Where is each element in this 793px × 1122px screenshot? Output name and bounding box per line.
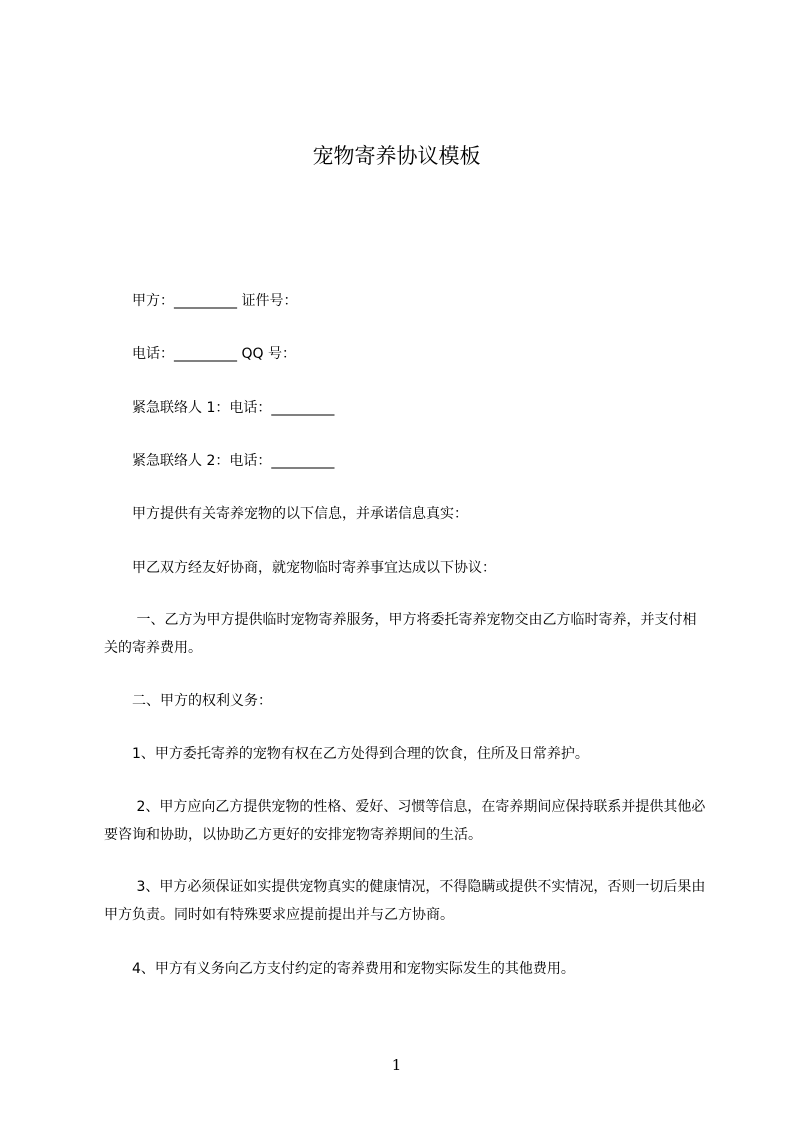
emergency-contact-1-line: 紧急联络人 1：电话：_________ [104,400,335,416]
section-2-heading: 二、甲方的权利义务： [104,693,272,709]
phone-line: 电话：_________ QQ 号： [104,346,296,362]
page-number: 1 [391,1056,402,1074]
clause-2-2: 2、甲方应向乙方提供宠物的性格、爱好、习惯等信息，在寄养期间应保持联系并提供其他必要咨询和协助，以协助乙方更好的安排宠物寄养期间的生活。 [104,799,706,843]
party-a-line: 甲方：_________ 证件号： [104,293,298,309]
emergency-contact-2-line: 紧急联络人 2：电话：_________ [104,453,335,469]
clause-1: 一、乙方为甲方提供临时宠物寄养服务，甲方将委托寄养宠物交由乙方临时寄养，并支付相关的寄养费用。 [104,612,697,656]
pet-info-statement: 甲方提供有关寄养宠物的以下信息，并承诺信息真实： [104,506,468,522]
clause-2-3: 3、甲方必须保证如实提供宠物真实的健康情况，不得隐瞒或提供不实情况，否则一切后果由甲方负责。同时如有特殊要求应提前提出并与乙方协商。 [104,879,706,923]
document-title: 宠物寄养协议模板 [312,144,481,168]
clause-2-1: 1、甲方委托寄养的宠物有权在乙方处得到合理的饮食，住所及日常养护。 [104,746,589,762]
clause-2-4: 4、甲方有义务向乙方支付约定的寄养费用和宠物实际发生的其他费用。 [104,961,575,977]
agreement-intro: 甲乙双方经友好协商，就宠物临时寄养事宜达成以下协议： [104,560,496,576]
